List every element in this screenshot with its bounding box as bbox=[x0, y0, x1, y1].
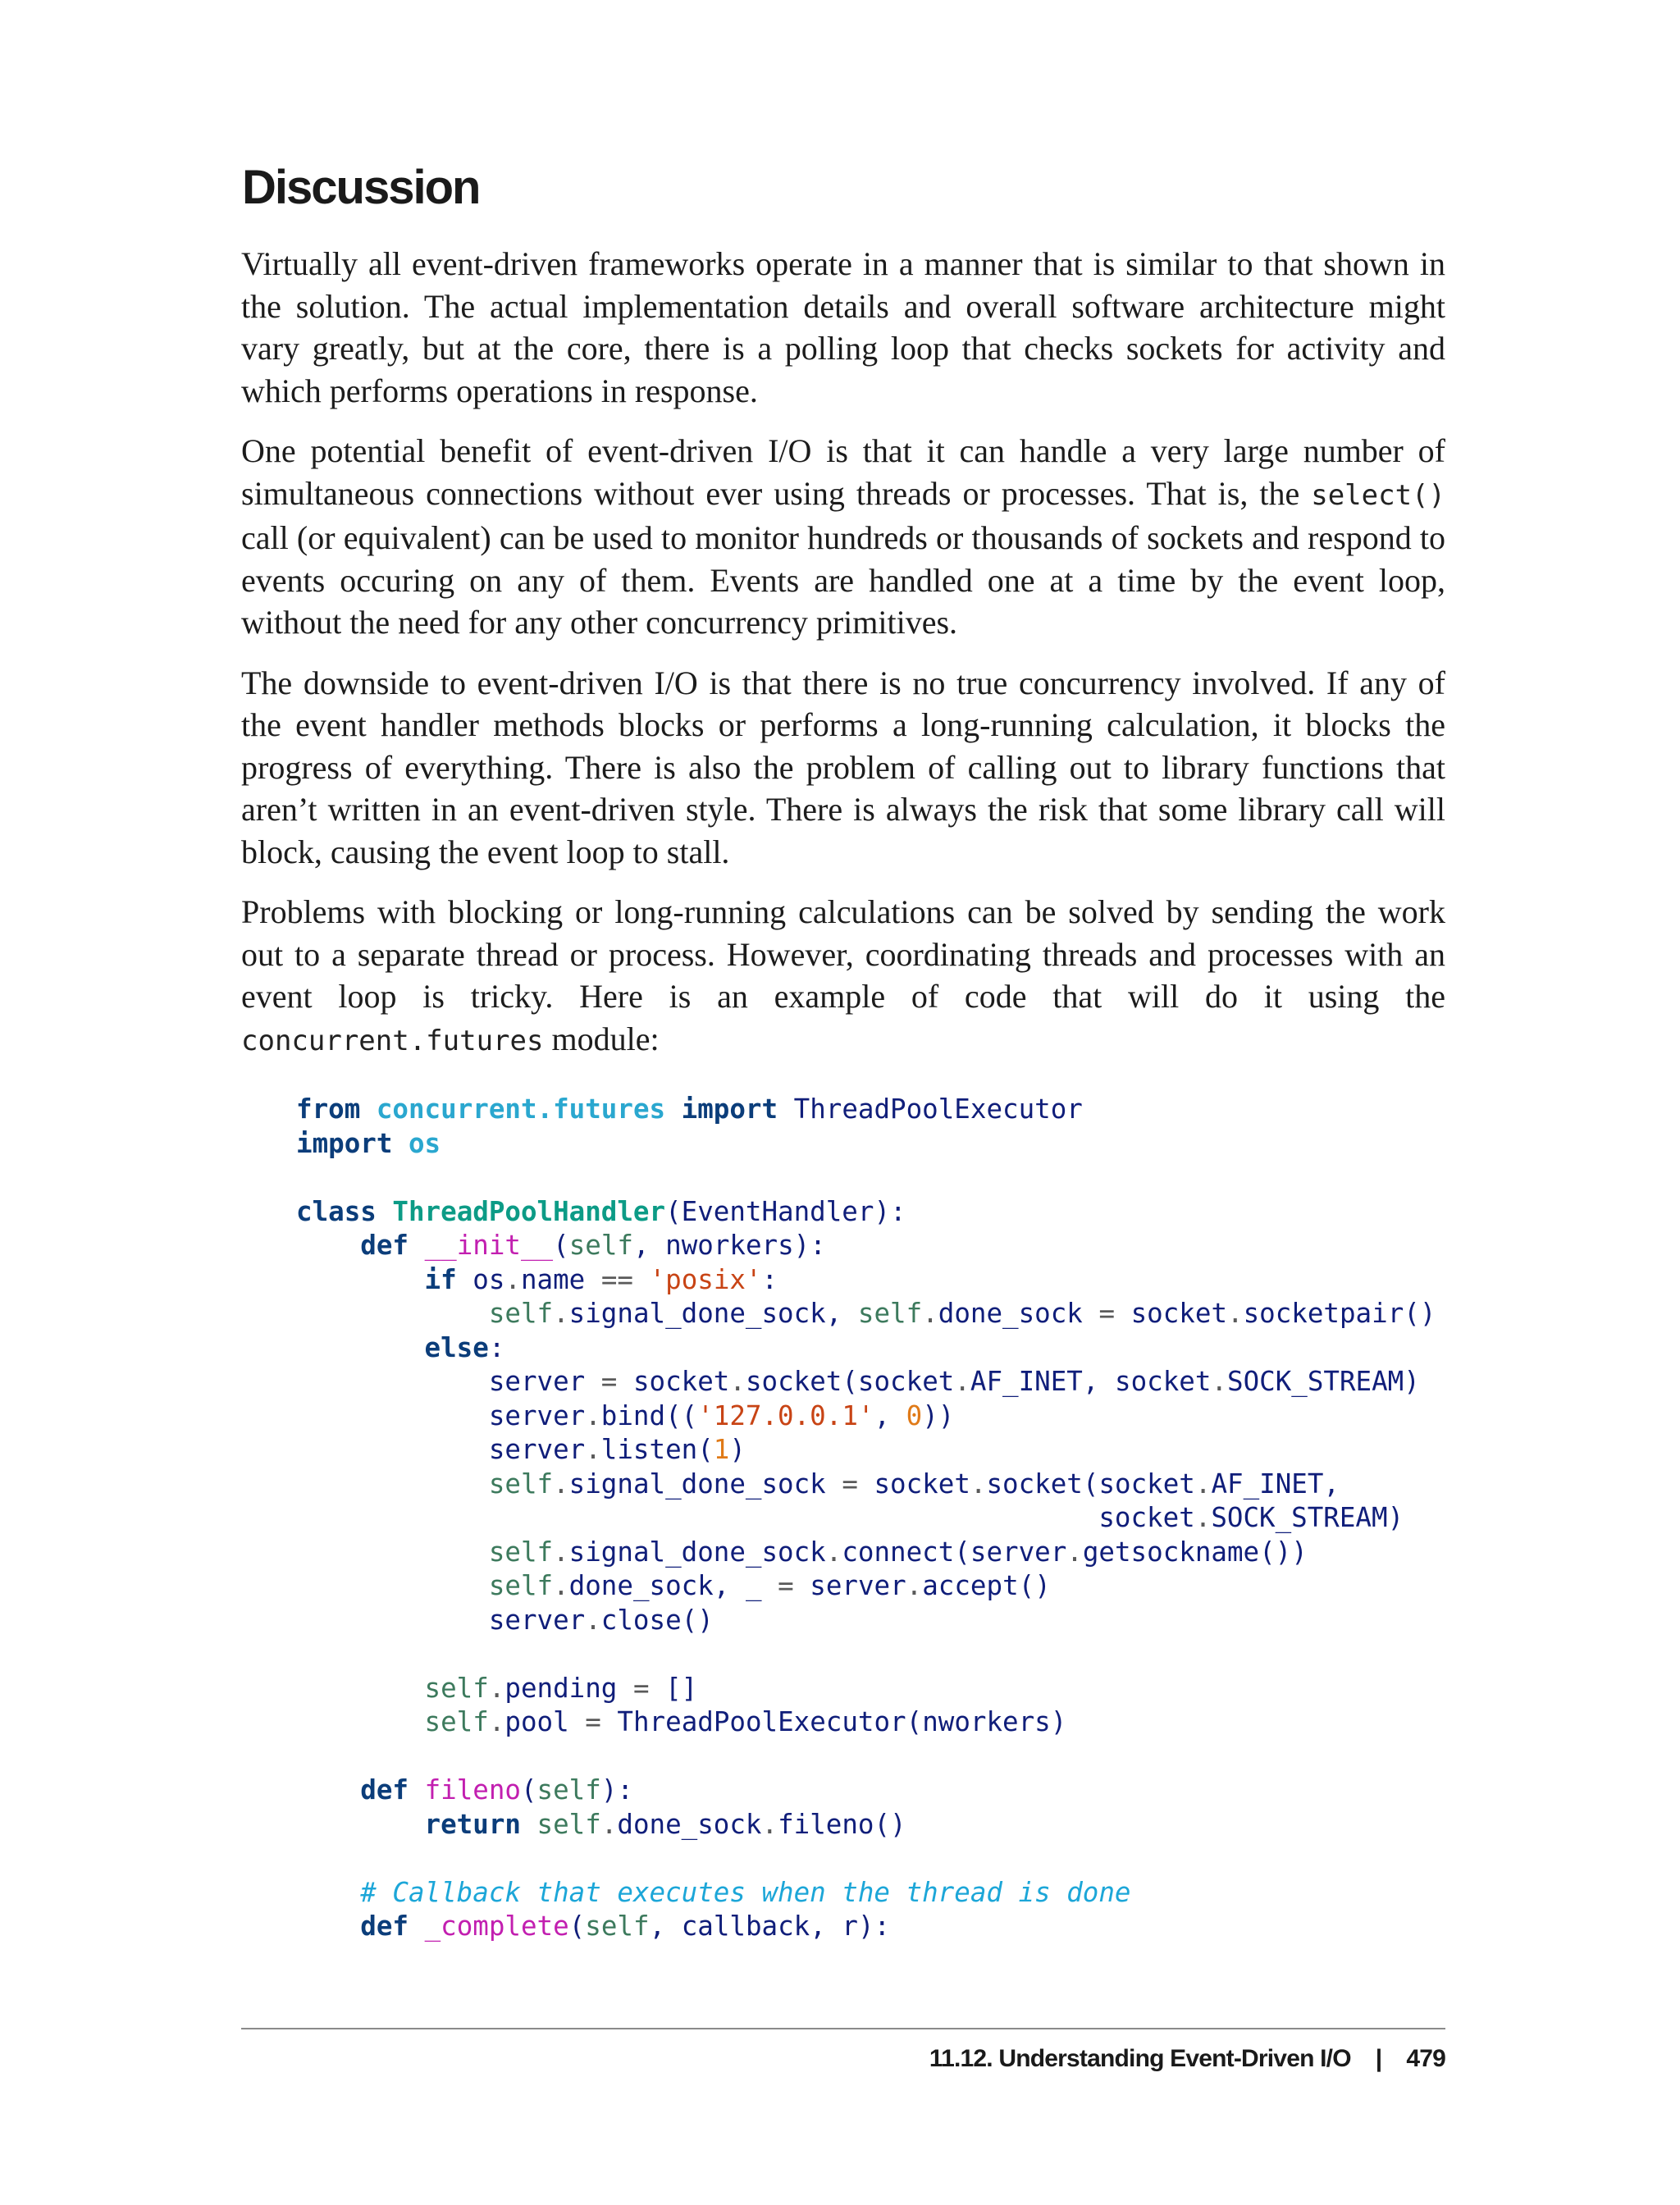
code-line: def _complete(self, callback, r): bbox=[360, 1911, 891, 1942]
code-listing bbox=[296, 1093, 1436, 1944]
page-number: 479 bbox=[1406, 2045, 1445, 2072]
code-line: if os.name == 'posix': bbox=[424, 1263, 778, 1295]
inline-code-select: select() bbox=[1311, 478, 1445, 512]
code-line: class ThreadPoolHandler(EventHandler): bbox=[296, 1195, 906, 1227]
code-line: self.done_sock, _ = server.accept() bbox=[488, 1570, 1051, 1601]
inline-code-concurrent-futures: concurrent.futures bbox=[241, 1024, 544, 1057]
code-line: socket.SOCK_STREAM) bbox=[1098, 1502, 1404, 1533]
footer-divider bbox=[241, 2028, 1445, 2029]
section-heading: Discussion bbox=[242, 161, 480, 214]
code-line: # Callback that executes when the thread is done bbox=[360, 1876, 1131, 1908]
paragraph-2-text-b: call (or equivalent) can be used to monitor hundreds or thousands of sockets and respond to events occuring on any of them. Events are handled one at a time by the event loop, without the need for any other concurrency primitives. bbox=[241, 519, 1445, 641]
code-line: server.bind(('127.0.0.1', 0)) bbox=[488, 1399, 955, 1431]
footer-separator: | bbox=[1375, 2045, 1382, 2072]
code-line: self.pool = ThreadPoolExecutor(nworkers) bbox=[424, 1706, 1067, 1737]
code-line: server = socket.socket(socket.AF_INET, socket.SOCK_STREAM) bbox=[488, 1366, 1420, 1397]
paragraph-3: The downside to event-driven I/O is that there is no true concurrency involved. If any of the event handler methods blocks or performs a long-running calculation, it blocks the progress of everything. There is also the problem of calling out to library functions that aren’t written in an event-driven style. There is always the risk that some library call will block, causing the event loop to stall. bbox=[241, 664, 1445, 870]
code-line: from concurrent.futures import ThreadPoolExecutor bbox=[296, 1093, 1083, 1125]
code-line: server.close() bbox=[488, 1604, 714, 1636]
code-line: import os bbox=[296, 1127, 441, 1159]
page-footer bbox=[929, 2045, 1445, 2073]
code-line: def __init__(self, nworkers): bbox=[360, 1230, 826, 1261]
paragraph-4-text-b: module: bbox=[543, 1020, 660, 1057]
paragraph-1: Virtually all event-driven frameworks operate in a manner that is similar to that shown in the solution. The actual implementation details and overall software architecture might vary greatly, but at the core, there is a polling loop that checks sockets for activity and which performs operations in response. bbox=[241, 245, 1445, 409]
code-line: self.signal_done_sock.connect(server.getsockname()) bbox=[488, 1536, 1308, 1568]
paragraph-2 bbox=[241, 430, 1445, 644]
code-line: return self.done_sock.fileno() bbox=[424, 1808, 906, 1840]
paragraph-4-text-a: Problems with blocking or long-running calculations can be solved by sending the work out to a separate thread or process. However, coordinating threads and processes with an event loop is tricky. Here is an example of code that will do it using the bbox=[241, 893, 1445, 1015]
code-line: self.pending = [] bbox=[424, 1672, 698, 1704]
code-line: else: bbox=[424, 1331, 505, 1363]
code-line: self.signal_done_sock = socket.socket(socket.AF_INET, bbox=[488, 1468, 1340, 1500]
code-line: server.listen(1) bbox=[488, 1434, 746, 1465]
code-line: self.signal_done_sock, self.done_sock = socket.socketpair() bbox=[488, 1298, 1436, 1329]
footer-section-title: 11.12. Understanding Event-Driven I/O bbox=[929, 2045, 1351, 2072]
paragraph-4 bbox=[241, 891, 1445, 1062]
paragraph-2-text-a: One potential benefit of event-driven I/O is that it can handle a very large number of simultaneous connections without ever using threads or processes. That is, the bbox=[241, 432, 1445, 512]
code-line: def fileno(self): bbox=[360, 1774, 633, 1806]
body-text bbox=[241, 243, 1445, 1080]
